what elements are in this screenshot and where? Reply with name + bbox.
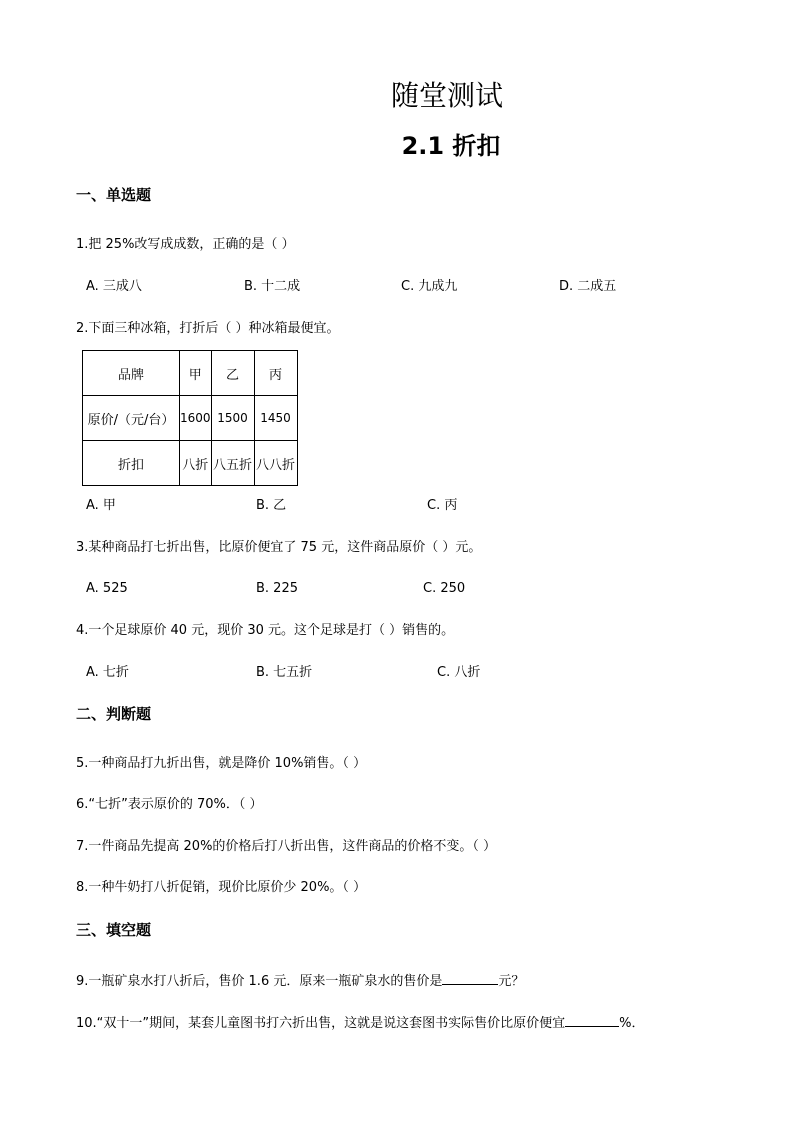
question-1-option-c[interactable]: C. 九成九 bbox=[401, 279, 458, 294]
question-10-answer-blank[interactable] bbox=[565, 1012, 619, 1027]
question-1-option-a[interactable]: A. 三成八 bbox=[86, 279, 142, 294]
question-4-option-a[interactable]: A. 七折 bbox=[86, 665, 129, 680]
table-cell-discount-bing: 八八折 bbox=[254, 441, 297, 486]
table-cell-price-label: 原价/（元/台） bbox=[83, 396, 180, 441]
question-3: 3.某种商品打七折出售，比原价便宜了 75 元，这件商品原价（ ）元。 bbox=[76, 540, 482, 555]
table-cell-price-yi: 1500 bbox=[211, 396, 254, 441]
table-row bbox=[83, 396, 298, 441]
table-cell-discount-yi: 八五折 bbox=[211, 441, 254, 486]
table-header-yi: 乙 bbox=[211, 351, 254, 396]
question-3-option-c[interactable]: C. 250 bbox=[423, 581, 466, 596]
question-4: 4.一个足球原价 40 元，现价 30 元。这个足球是打（ ）销售的。 bbox=[76, 623, 455, 638]
table-header-brand: 品牌 bbox=[83, 351, 180, 396]
question-2-option-a[interactable]: A. 甲 bbox=[86, 498, 116, 513]
question-9 bbox=[76, 970, 524, 992]
question-1-option-d[interactable]: D. 二成五 bbox=[559, 279, 617, 294]
table-row bbox=[83, 351, 298, 396]
table-header-jia: 甲 bbox=[180, 351, 212, 396]
table-cell-discount-label: 折扣 bbox=[83, 441, 180, 486]
question-9-answer-blank[interactable] bbox=[442, 970, 498, 985]
question-2-option-b[interactable]: B. 乙 bbox=[256, 498, 287, 513]
section-true-false: 二、判断题 bbox=[76, 705, 152, 723]
question-2-option-c[interactable]: C. 丙 bbox=[427, 498, 458, 513]
table-cell-price-bing: 1450 bbox=[254, 396, 297, 441]
fridge-price-table bbox=[82, 350, 298, 486]
lesson-subtitle: 2.1 折扣 bbox=[401, 132, 501, 160]
table-cell-discount-jia: 八折 bbox=[180, 441, 212, 486]
question-3-option-a[interactable]: A. 525 bbox=[86, 581, 128, 596]
question-9-unit: 元？ bbox=[498, 974, 525, 989]
question-6: 6.“七折”表示原价的 70%．（ ） bbox=[76, 797, 263, 812]
question-3-option-b[interactable]: B. 225 bbox=[256, 581, 298, 596]
question-10-unit: %． bbox=[619, 1016, 645, 1031]
table-row bbox=[83, 441, 298, 486]
question-4-option-c[interactable]: C. 八折 bbox=[437, 665, 481, 680]
page-title: 随堂测试 bbox=[390, 79, 503, 112]
question-10 bbox=[76, 1012, 645, 1034]
question-2: 2.下面三种冰箱，打折后（ ）种冰箱最便宜。 bbox=[76, 321, 340, 336]
table-cell-price-jia: 1600 bbox=[180, 396, 212, 441]
question-8: 8.一种牛奶打八折促销，现价比原价少 20%。（ ） bbox=[76, 880, 367, 895]
question-5: 5.一种商品打九折出售，就是降价 10%销售。（ ） bbox=[76, 756, 367, 771]
section-fill-blank: 三、填空题 bbox=[76, 921, 152, 939]
section-single-choice: 一、单选题 bbox=[76, 186, 152, 204]
question-1: 1.把 25%改写成成数，正确的是（ ） bbox=[76, 237, 295, 252]
question-7: 7.一件商品先提高 20%的价格后打八折出售，这件商品的价格不变。（ ） bbox=[76, 839, 497, 854]
question-9-text: 9.一瓶矿泉水打八折后，售价 1.6 元．原来一瓶矿泉水的售价是 bbox=[76, 974, 443, 989]
question-10-text: 10.“双十一”期间，某套儿童图书打六折出售，这就是说这套图书实际售价比原价便宜 bbox=[76, 1016, 566, 1031]
question-4-option-b[interactable]: B. 七五折 bbox=[256, 665, 313, 680]
question-1-option-b[interactable]: B. 十二成 bbox=[244, 279, 301, 294]
table-header-bing: 丙 bbox=[254, 351, 297, 396]
